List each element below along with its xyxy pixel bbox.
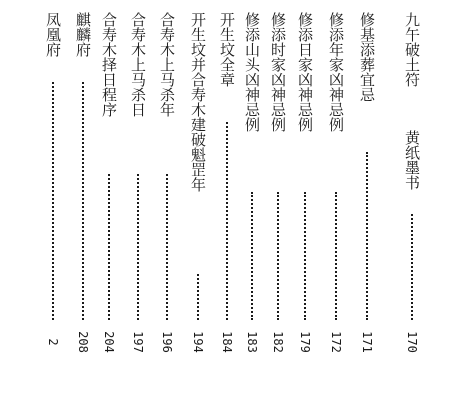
- page-number: 171: [360, 331, 374, 353]
- dot-leader: [166, 174, 168, 320]
- entry-title: 修添时家凶神忌例: [269, 12, 287, 132]
- page-number: 204: [102, 331, 116, 353]
- page-number: 208: [76, 331, 90, 353]
- dot-leader: [277, 192, 279, 320]
- toc-entry: [157, 12, 177, 360]
- dot-leader: [82, 82, 84, 320]
- dot-leader: [197, 274, 199, 320]
- page-number: 184: [220, 331, 234, 353]
- entry-title: 修添年家凶神忌例: [327, 12, 345, 132]
- entry-title: 凤凰府: [44, 12, 62, 57]
- page-number: 194: [191, 331, 205, 353]
- dot-leader: [52, 82, 54, 320]
- page-number: 182: [271, 331, 285, 353]
- entry-title: 开生坟全章: [218, 12, 236, 87]
- page-number: 170: [405, 331, 419, 353]
- entry-title-note: 黄纸墨书: [403, 130, 421, 190]
- entry-title: 合寿木择日程序: [100, 12, 118, 117]
- toc-entry: [188, 12, 208, 360]
- toc-entry: [73, 12, 93, 360]
- dot-leader: [304, 192, 306, 320]
- toc-entry: [43, 12, 63, 360]
- dot-leader: [137, 174, 139, 320]
- entry-title: 麒麟府: [74, 12, 92, 57]
- entry-title: 修基添葬宜忌: [358, 12, 376, 102]
- dot-leader: [108, 174, 110, 320]
- page-number: 196: [160, 331, 174, 353]
- toc-entry: [99, 12, 119, 360]
- entry-title: 修添日家凶神忌例: [296, 12, 314, 132]
- toc-entry: [295, 12, 315, 360]
- toc-entry: [268, 12, 288, 360]
- toc-entry: [242, 12, 262, 360]
- dot-leader: [226, 122, 228, 320]
- dot-leader: [366, 152, 368, 320]
- toc-entry: [402, 12, 422, 360]
- entry-title: 九午破土符: [403, 12, 421, 87]
- entry-title: 合寿木上马杀年: [158, 12, 176, 117]
- dot-leader: [335, 192, 337, 320]
- toc-entry: [217, 12, 237, 360]
- dot-leader: [251, 192, 253, 320]
- entry-title: 开生坟并合寿木建破魁罡年: [189, 12, 207, 192]
- page-number: 179: [298, 331, 312, 353]
- toc-entry: [357, 12, 377, 360]
- entry-title: 修添山头凶神忌例: [243, 12, 261, 132]
- page-number: 172: [329, 331, 343, 353]
- toc-entry: [326, 12, 346, 360]
- toc-entry: [128, 12, 148, 360]
- page-number: 2: [46, 338, 60, 346]
- page-number: 197: [131, 331, 145, 353]
- entry-title: 合寿木上马杀日: [129, 12, 147, 117]
- dot-leader: [411, 214, 413, 320]
- page-number: 183: [245, 331, 259, 353]
